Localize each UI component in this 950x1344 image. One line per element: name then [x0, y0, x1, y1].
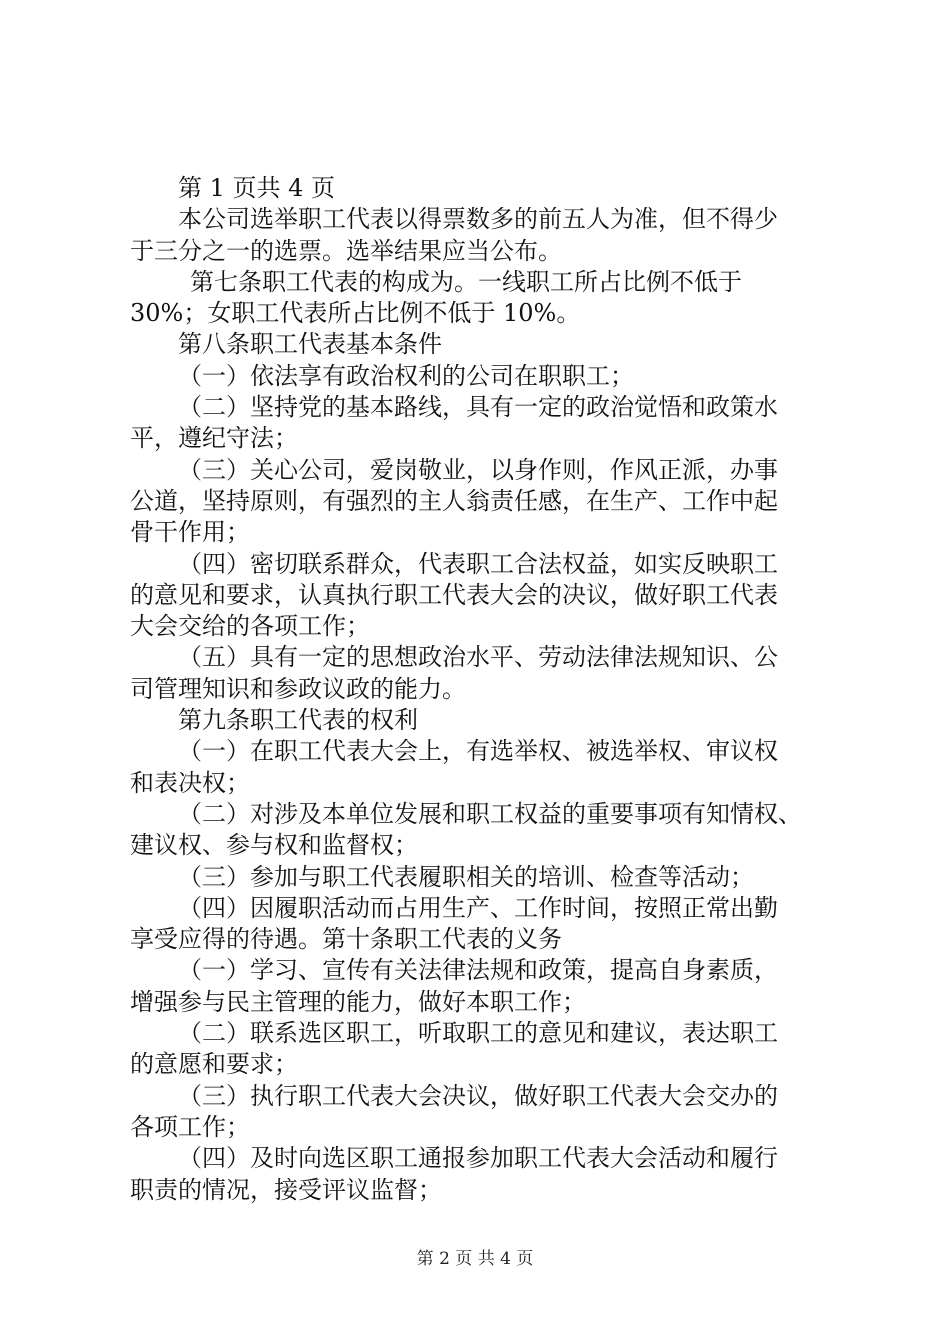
- text-line: 建议权、参与权和监督权；: [130, 831, 418, 860]
- text-line: 大会交给的各项工作；: [130, 612, 370, 641]
- list-item: （一）在职工代表大会上，有选举权、被选举权、审议权: [178, 737, 778, 766]
- list-item: （一）学习、宣传有关法律法规和政策，提高自身素质，: [178, 956, 778, 985]
- text-line: 职责的情况，接受评议监督；: [130, 1175, 442, 1204]
- text-line: 司管理知识和参政议政的能力。: [130, 674, 466, 703]
- page-footer: [0, 1244, 950, 1269]
- text-line: 的意见和要求，认真执行职工代表大会的决议，做好职工代表: [130, 580, 778, 609]
- section-heading-8: 第八条职工代表基本条件: [178, 330, 442, 359]
- text-line: 和表决权；: [130, 768, 250, 797]
- text-line: 本公司选举职工代表以得票数多的前五人为准，但不得少: [178, 205, 778, 234]
- text-line: 的意愿和要求；: [130, 1050, 298, 1079]
- list-item: （二）联系选区职工，听取职工的意见和建议，表达职工: [178, 1019, 778, 1048]
- list-item: （二）对涉及本单位发展和职工权益的重要事项有知情权、: [178, 799, 802, 828]
- list-item: （三）关心公司，爱岗敬业，以身作则，作风正派，办事: [178, 455, 778, 484]
- text-line: 享受应得的待遇。第十条职工代表的义务: [130, 925, 562, 954]
- text-line: 骨干作用；: [130, 518, 250, 547]
- text-line: 各项工作；: [130, 1112, 250, 1141]
- list-item: （四）及时向选区职工通报参加职工代表大会活动和履行: [178, 1144, 778, 1173]
- document-body: [130, 173, 830, 1206]
- list-item: （四）密切联系群众，代表职工合法权益，如实反映职工: [178, 549, 778, 578]
- list-item: （一）依法享有政治权利的公司在职职工；: [178, 361, 634, 390]
- list-item: （五）具有一定的思想政治水平、劳动法律法规知识、公: [178, 643, 778, 672]
- text-line: 增强参与民主管理的能力，做好本职工作；: [130, 987, 586, 1016]
- page-marker-line: 第 1 页共 4 页: [178, 174, 336, 202]
- list-item: （二）坚持党的基本路线，具有一定的政治觉悟和政策水: [178, 393, 778, 422]
- section-heading-9: 第九条职工代表的权利: [178, 706, 418, 735]
- text-line: 平，遵纪守法；: [130, 424, 298, 453]
- page-number: 第 2 页 共 4 页: [416, 1249, 534, 1269]
- text-line: 公道，坚持原则，有强烈的主人翁责任感，在生产、工作中起: [130, 486, 778, 515]
- list-item: （三）执行职工代表大会决议，做好职工代表大会交办的: [178, 1081, 778, 1110]
- text-line: 第七条职工代表的构成为。一线职工所占比例不低于: [190, 267, 742, 296]
- text-line: 30%；女职工代表所占比例不低于 10%。: [130, 299, 581, 328]
- list-item: （四）因履职活动而占用生产、工作时间，按照正常出勤: [178, 893, 778, 922]
- list-item: （三）参加与职工代表履职相关的培训、检查等活动；: [178, 862, 754, 891]
- text-line: 于三分之一的选票。选举结果应当公布。: [130, 236, 562, 265]
